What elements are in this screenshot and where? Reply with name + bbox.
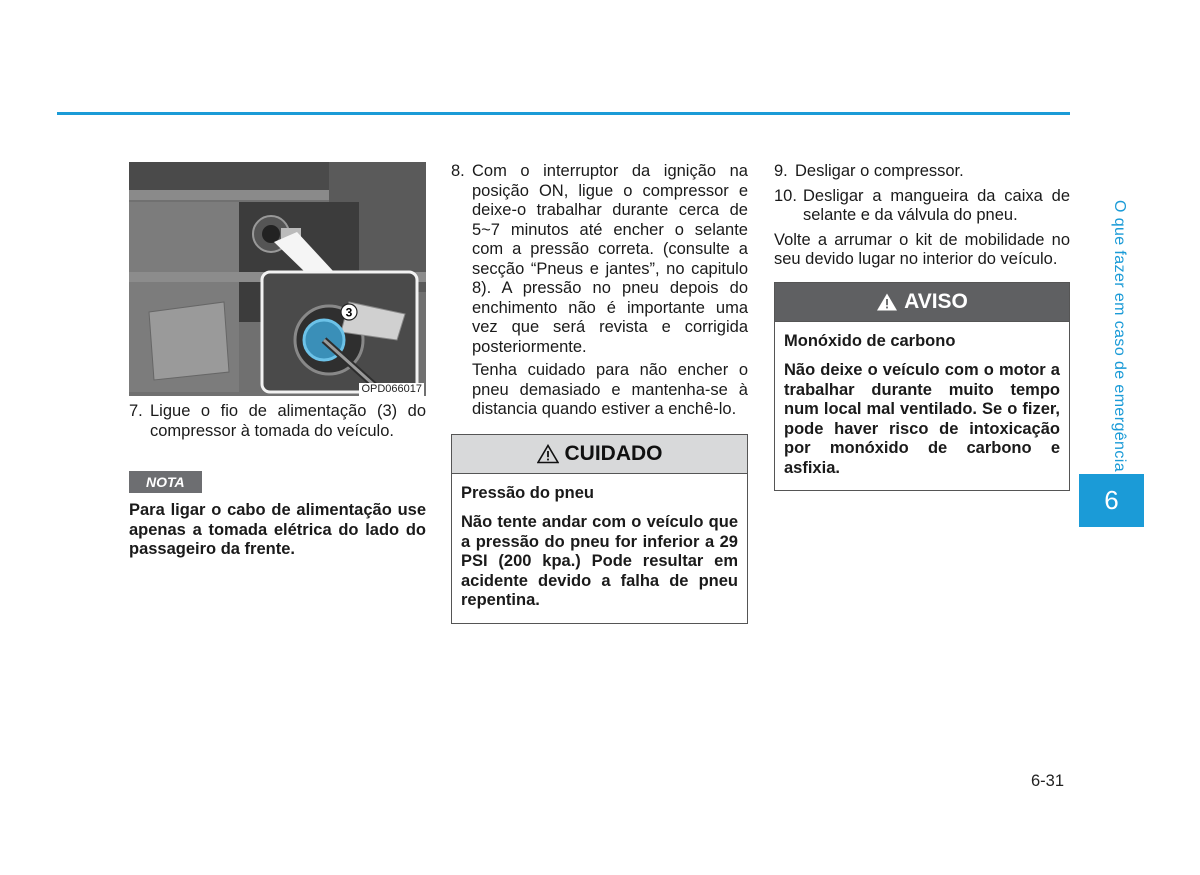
- warning-label: AVISO: [904, 289, 968, 313]
- step-number: 9.: [774, 162, 788, 180]
- step-text: Ligue o fio de alimentação (3) do compressor à tomada do veículo.: [150, 402, 426, 440]
- caution-box: [451, 434, 748, 624]
- warning-header: [775, 283, 1069, 322]
- page-number: 6-31: [1031, 772, 1065, 790]
- header-rule: [57, 112, 1070, 115]
- warning-triangle-icon: [537, 444, 559, 464]
- chapter-title-vertical: O que fazer em caso de emergência: [1111, 200, 1128, 473]
- photo-illustration: [129, 162, 426, 396]
- column-2: [451, 162, 748, 624]
- warning-title: Monóxido de carbono: [784, 331, 956, 350]
- stow-kit-paragraph: Volte a arrumar o kit de mobilidade no seu devido lugar no interior do veículo.: [774, 230, 1070, 268]
- step-number: 7.: [129, 402, 143, 420]
- caution-text: Não tente andar com o veículo que a pressão do pneu for inferior a 29 PSI (200 kpa.) Pode resultar em acidente devido a falha de pneu repentina.: [461, 513, 738, 609]
- nota-label: NOTA: [129, 471, 202, 493]
- power-outlet-photo: [129, 162, 426, 396]
- callout-number: 3: [345, 305, 353, 320]
- warning-body: [775, 322, 1069, 491]
- column-1: [129, 162, 426, 560]
- step-text: Desligar o compressor.: [795, 162, 964, 180]
- step-text: Desligar a mangueira da caixa de selante e da válvula do pneu.: [803, 186, 1070, 224]
- caution-label: CUIDADO: [564, 441, 663, 465]
- caution-body: [452, 474, 747, 623]
- step-9: [774, 162, 1070, 182]
- chapter-tab: [1079, 474, 1144, 527]
- step-7: [129, 402, 426, 441]
- step-8: [451, 162, 748, 357]
- caution-title: Pressão do pneu: [461, 483, 594, 502]
- column-3: [774, 162, 1070, 491]
- figure-code: OPD066017: [361, 383, 422, 395]
- step-text: Com o interruptor da ignição na posição ON, ligue o compressor e deixe-o trabalhar durante cerca de 5~7 minutos até encher o selante com a pressão correta. (consulte a secção “Pneus e jantes”, no capitulo 8). A pressão no pneu depois do enchimento não é importante uma vez que será revista e corrigida posteriormente.: [472, 162, 748, 356]
- warning-text: Não deixe o veículo com o motor a trabalhar durante muito tempo num local mal ventilado. Se o fizer, pode haver risco de intoxicação por monóxido de carbono e asfixia.: [784, 361, 1060, 477]
- caution-header: [452, 435, 747, 474]
- nota-label-row: [129, 471, 426, 493]
- step-number: 8.: [451, 162, 465, 180]
- chapter-number: 6: [1104, 485, 1119, 515]
- step-8-note: Tenha cuidado para não encher o pneu demasiado e mantenha-se à distancia quando estiver a enchê-lo.: [472, 361, 748, 418]
- warning-box: [774, 282, 1070, 492]
- step-number: 10.: [774, 186, 797, 205]
- nota-text: Para ligar o cabo de alimentação use apenas a tomada elétrica do lado do passageiro da frente.: [129, 501, 426, 558]
- warning-triangle-icon: [876, 292, 898, 312]
- step-10: [774, 187, 1070, 226]
